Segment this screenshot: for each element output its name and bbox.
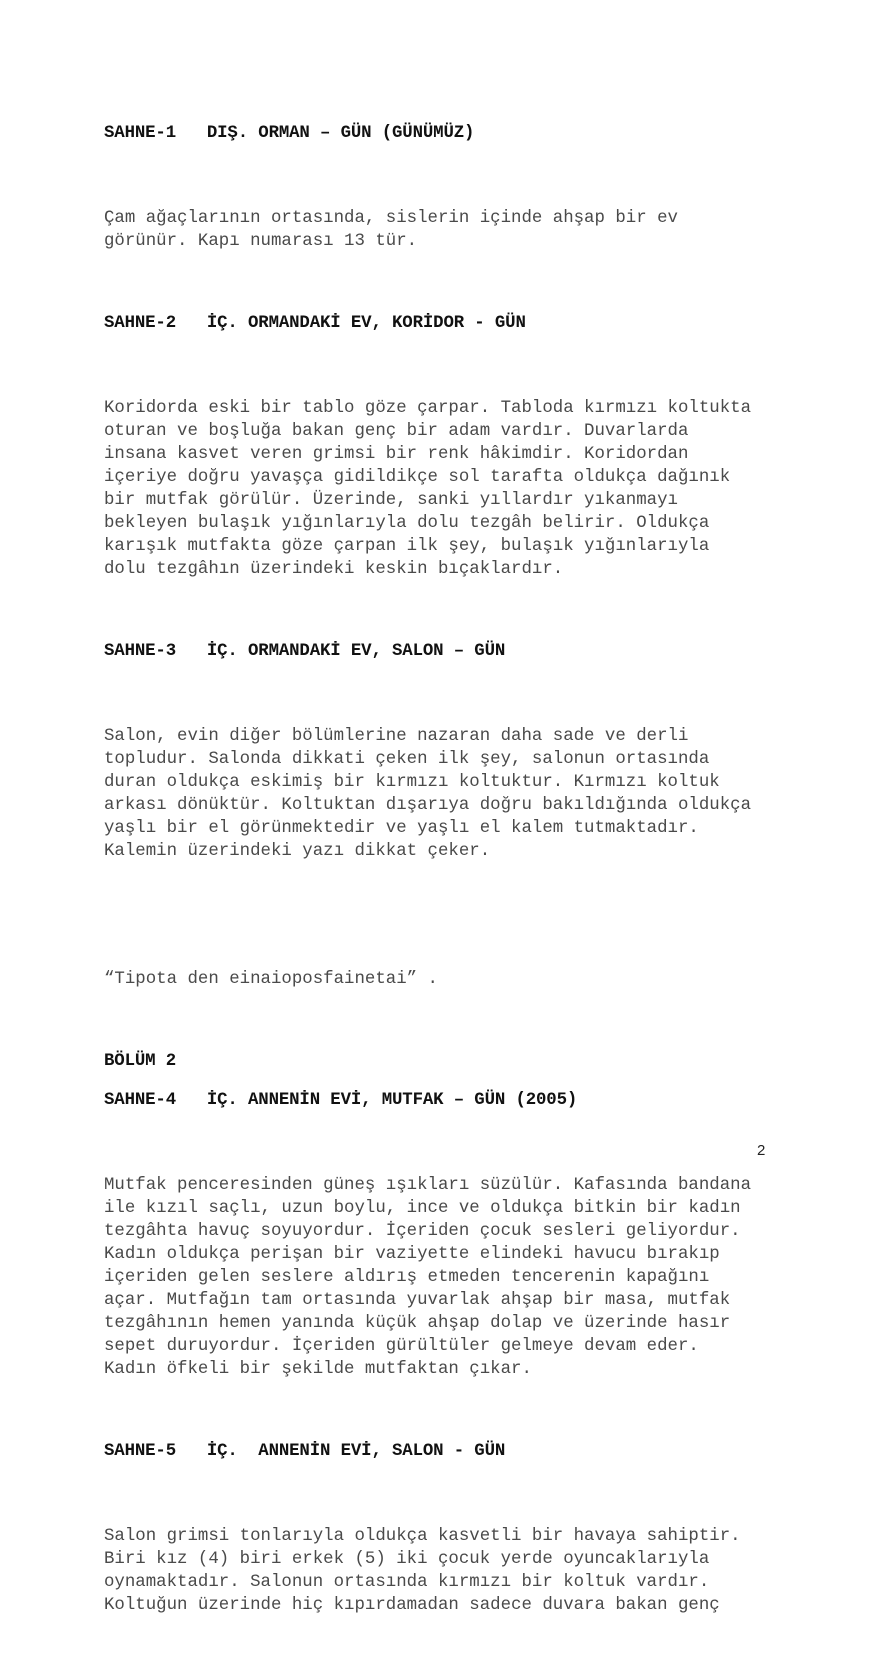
screenplay-content — [104, 122, 804, 1663]
text-line: “Tipota den einaioposfainetai” . — [104, 970, 438, 989]
scene-description — [104, 1128, 804, 1427]
text-line: tezgâhının hemen yanında küçük ahşap dolap ve üzerinde hasır — [104, 1314, 731, 1333]
text-line: topludur. Salonda dikkati çeken ilk şey, salonun ortasında — [104, 750, 710, 769]
scene-description — [104, 679, 804, 909]
chapter-heading: BÖLÜM 2 — [104, 1052, 177, 1071]
text-line: Kalemin üzerindeki yazı dikkat çeker. — [104, 842, 491, 861]
text-line: Salon, evin diğer bölümlerine nazaran daha sade ve derli — [104, 727, 689, 746]
text-line: içeriye doğru yavaşça gidildikçe sol tarafta oldukça dağınık — [104, 468, 731, 487]
scene-heading: SAHNE-4 İÇ. ANNENİN EVİ, MUTFAK – GÜN (2005) — [104, 1091, 578, 1110]
text-line: sepet duruyordur. İçeriden gürültüler gelmeye devam eder. — [104, 1337, 699, 1356]
text-line: insana kasvet veren grimsi bir renk hâkimdir. Koridordan — [104, 445, 689, 464]
text-line: arkası dönüktür. Koltuktan dışarıya doğru bakıldığında oldukça — [104, 796, 752, 815]
text-line: oynamaktadır. Salonun ortasında kırmızı bir koltuk vardır. — [104, 1573, 710, 1592]
text-line: Kadın oldukça perişan bir vaziyette elindeki havucu bırakıp — [104, 1245, 720, 1264]
text-line: Koridorda eski bir tablo göze çarpar. Tabloda kırmızı koltukta — [104, 399, 752, 418]
scene-heading: SAHNE-1 DIŞ. ORMAN – GÜN (GÜNÜMÜZ) — [104, 124, 475, 143]
scene-description — [104, 1479, 804, 1663]
scene-description — [104, 351, 804, 627]
text-line: içeriden gelen seslere aldırış etmeden tencerenin kapağını — [104, 1268, 710, 1287]
text-line: karışık mutfakta göze çarpan ilk şey, bulaşık yığınlarıyla — [104, 537, 710, 556]
scene-heading: SAHNE-2 İÇ. ORMANDAKİ EV, KORİDOR - GÜN — [104, 314, 526, 333]
page-number: 2 — [757, 1142, 766, 1159]
text-line: bekleyen bulaşık yığınlarıyla dolu tezgâh belirir. Oldukça — [104, 514, 710, 533]
text-line: duran oldukça eskimiş bir kırmızı koltuktur. Kırmızı koltuk — [104, 773, 720, 792]
text-line: bir mutfak görülür. Üzerinde, sanki yıllardır yıkanmayı — [104, 491, 678, 510]
text-line: yaşlı bir el görünmektedir ve yaşlı el kalem tutmaktadır. — [104, 819, 699, 838]
text-line: Mutfak penceresinden güneş ışıkları süzülür. Kafasında bandana — [104, 1176, 752, 1195]
text-line: Çam ağaçlarının ortasında, sislerin içinde ahşap bir ev — [104, 209, 678, 228]
text-line: ile kızıl saçlı, uzun boylu, ince ve oldukça bitkin bir kadın — [104, 1199, 741, 1218]
text-line: Salon grimsi tonlarıyla oldukça kasvetli bir havaya sahiptir. — [104, 1527, 741, 1546]
text-line: açar. Mutfağın tam ortasında yuvarlak ahşap bir masa, mutfak — [104, 1291, 731, 1310]
text-line: Biri kız (4) biri erkek (5) iki çocuk yerde oyuncaklarıyla — [104, 1550, 710, 1569]
scene-heading: SAHNE-3 İÇ. ORMANDAKİ EV, SALON – GÜN — [104, 642, 506, 661]
text-line: dolu tezgâhın üzerindeki keskin bıçaklardır. — [104, 560, 564, 579]
text-line: Kadın öfkeli bir şekilde mutfaktan çıkar. — [104, 1360, 532, 1379]
text-line: görünür. Kapı numarası 13 tür. — [104, 232, 418, 251]
quoted-inscription — [104, 922, 804, 1037]
text-line: tezgâhta havuç soyuyordur. İçeriden çocuk sesleri geliyordur. — [104, 1222, 741, 1241]
text-line: oturan ve boşluğa bakan genç bir adam vardır. Duvarlarda — [104, 422, 689, 441]
scene-description — [104, 161, 804, 299]
text-line: Koltuğun üzerinde hiç kıpırdamadan sadece duvara bakan genç — [104, 1596, 720, 1615]
scene-heading: SAHNE-5 İÇ. ANNENİN EVİ, SALON - GÜN — [104, 1442, 506, 1461]
